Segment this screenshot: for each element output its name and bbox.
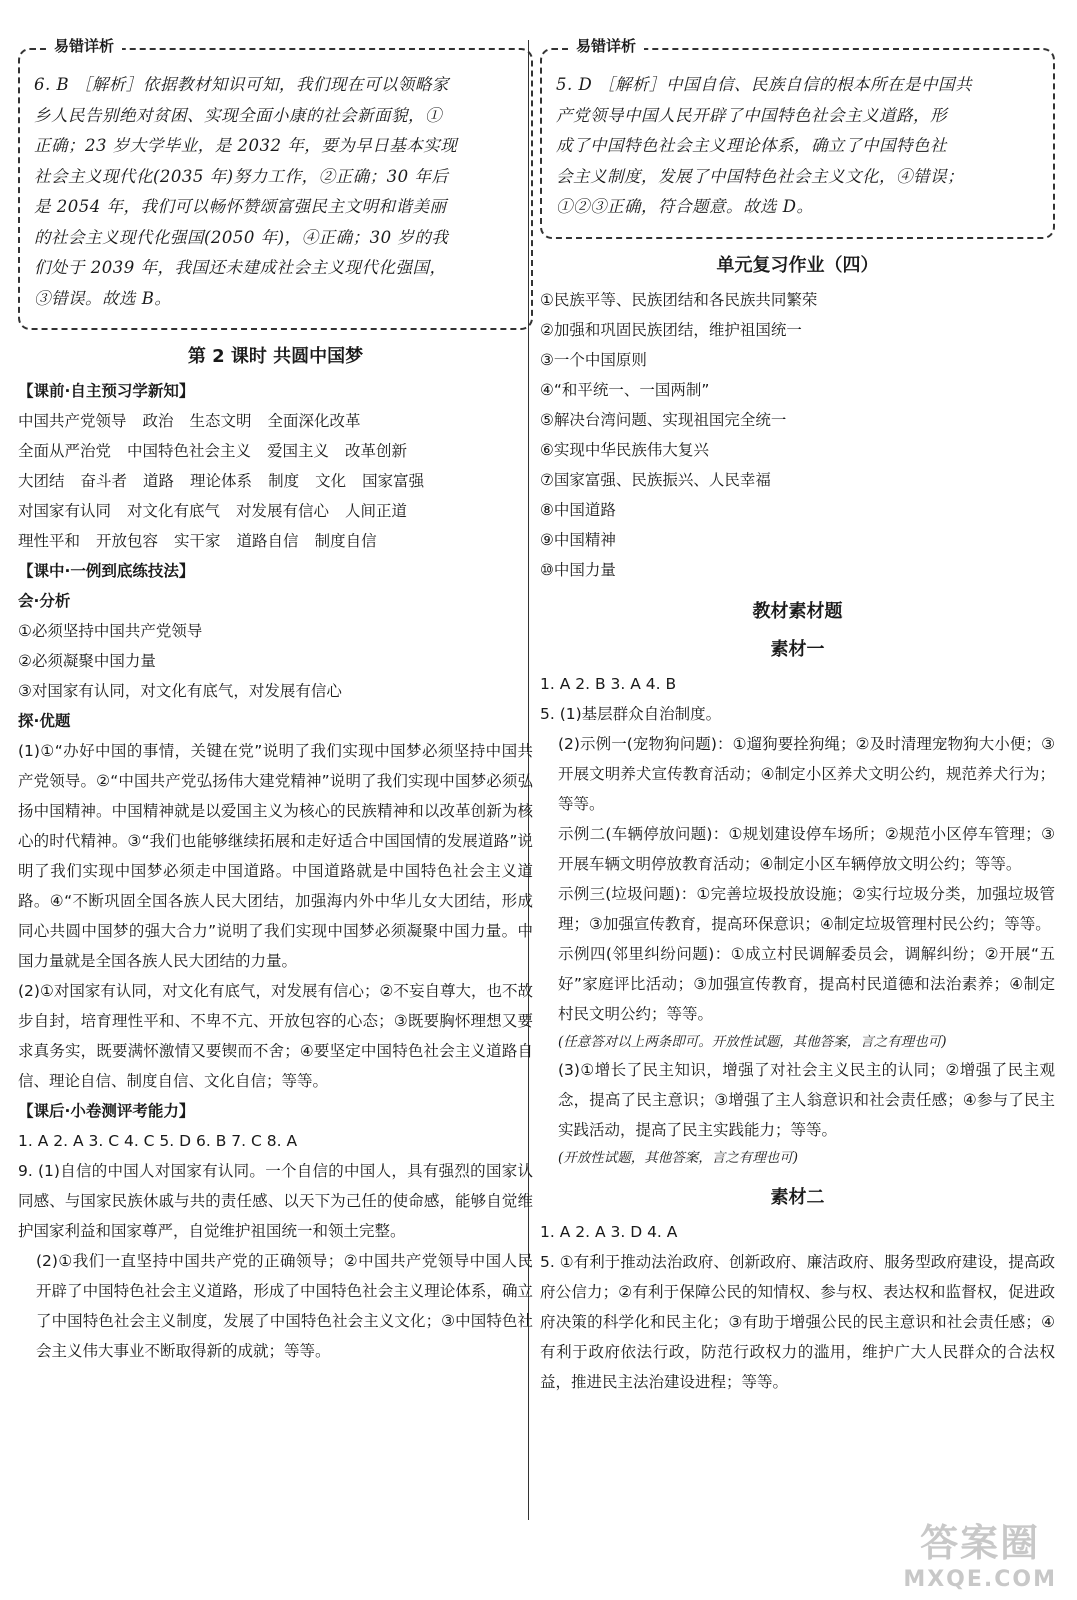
in-class-header: 【课中·一例到底练技法】 <box>18 562 195 580</box>
preview-word: 制度 <box>268 472 300 490</box>
unit-review-list <box>540 285 1055 585</box>
preview-word: 全面深化改革 <box>267 412 361 430</box>
material-two-q5: 5. ①有利于推动法治政府、创新政府、廉洁政府、服务型政府建设，提高政府公信力；②有利于保障公民的知情权、参与权、表达权和监督权，促进政府决策的科学化和民主化；③有助于增强公民的民主意识和社会责任感；④有利于政府依法行政，防范行政权力的滥用，维护广大人民群众的合法权益，推进民主法治建设进程；等等。 <box>540 1252 1055 1391</box>
preview-word: 国家富强 <box>362 472 425 490</box>
preview-word-row <box>18 436 533 466</box>
lesson-title: 第 2 课时 共圆中国梦 <box>187 346 364 367</box>
preview-word: 奋斗者 <box>80 472 128 490</box>
error-analysis-title: 易错详析 <box>46 35 122 56</box>
unit-review-item: ①民族平等、民族团结和各民族共同繁荣 <box>540 290 818 309</box>
explore-paragraph: (1)①“办好中国的事情，关键在党”说明了我们实现中国梦必须坚持中国共产党领导。②“中国共产党弘扬伟大建党精神”说明了我们实现中国梦必须弘扬中国精神。中国精神就是以爱国主义为核心的民族精神和以改革创新为核心的时代精神。③“我们也能够继续拓展和走好适合中国国情的发展道路”说明了我们实现中国梦必须走中国道路。中国道路就是中国特色社会主义道路。④“不断巩固全国各族人民大团结，加强海内外中华儿女大团结，形成同心共圆中国梦的强大合力”说明了我们实现中国梦必须凝聚中国力量。中国力量就是全国各族人民大团结的力量。 <box>18 742 533 970</box>
unit-review-item: ⑨中国精神 <box>540 530 616 549</box>
unit-review-item: ⑧中国道路 <box>540 500 616 519</box>
preview-word-row <box>18 496 533 526</box>
preview-word: 人间正道 <box>345 502 408 520</box>
unit-review-item: ⑤解决台湾问题、实现祖国完全统一 <box>540 410 787 429</box>
error-analysis-box-right <box>540 37 1055 239</box>
watermark-cn: 答案圈 <box>920 1521 1041 1565</box>
preview-word: 生态文明 <box>189 412 252 430</box>
material-one-note: (任意答对以上两条即可。开放性试题，其他答案，言之有理也可) <box>558 1033 947 1050</box>
unit-review-item: ④“和平统一、一国两制” <box>540 380 710 399</box>
material-one-q5-3: (3)①增长了民主知识，增强了对社会主义民主的认同；②增强了民主观念，提高了民主意识；③增强了主人翁意识和社会责任感；④参与了民主实践活动，提高了民主实践能力；等等。 <box>558 1060 1055 1139</box>
after-class-header: 【课后·小卷测评考能力】 <box>18 1102 195 1120</box>
material-two-title: 素材二 <box>770 1186 825 1208</box>
error-analysis-title: 易错详析 <box>568 35 644 56</box>
material-one-title: 素材一 <box>770 638 825 660</box>
analyze-item: ①必须坚持中国共产党领导 <box>18 622 203 640</box>
mc-answers: 1. A 2. A 3. C 4. C 5. D 6. B 7. C 8. A <box>18 1132 298 1150</box>
left-column <box>18 0 533 1366</box>
preview-word: 对文化有底气 <box>127 502 221 520</box>
material-one-example: (2)示例一(宠物狗问题)：①遛狗要拴狗绳；②及时清理宠物狗大小便；③开展文明养犬宣传教育活动；④制定小区养犬文明公约，规范养犬行为；等等。 <box>558 734 1055 813</box>
unit-review-item: ⑦国家富强、民族振兴、人民幸福 <box>540 470 771 489</box>
preview-word: 中国特色社会主义 <box>127 442 252 460</box>
preview-word: 爱国主义 <box>267 442 330 460</box>
preview-word: 大团结 <box>18 472 65 490</box>
preview-word: 政治 <box>142 412 174 430</box>
pre-class-header: 【课前·自主预习学新知】 <box>18 382 195 400</box>
preview-word: 中国共产党领导 <box>18 412 127 430</box>
preview-word: 全面从严治党 <box>18 442 112 460</box>
material-one-note: (开放性试题，其他答案，言之有理也可) <box>558 1149 799 1166</box>
q9-paragraph: (2)①我们一直坚持中国共产党的正确领导；②中国共产党领导中国人民开辟了中国特色社会主义道路，形成了中国特色社会主义理论体系，确立了中国特色社会主义制度，发展了中国特色社会主义文化；③中国特色社会主义伟大事业不断取得新的成就；等等。 <box>36 1252 533 1360</box>
analyze-item: ②必须凝聚中国力量 <box>18 652 156 670</box>
material-two-mc: 1. A 2. A 3. D 4. A <box>540 1222 678 1241</box>
unit-review-item: ③一个中国原则 <box>540 350 647 369</box>
preview-word: 制度自信 <box>314 532 377 550</box>
explore-paragraph: (2)①对国家有认同，对文化有底气，对发展有信心；②不妄自尊大，也不故步自封，培育理性平和、不卑不亢、开放包容的心态；③既要胸怀理想又要求真务实，既要满怀激情又要锲而不舍；④要坚定中国特色社会主义道路自信、理论自信、制度自信、文化自信；等等。 <box>18 982 533 1090</box>
preview-word: 道路 <box>143 472 175 490</box>
unit-review-item: ②加强和巩固民族团结，维护祖国统一 <box>540 320 802 339</box>
preview-word: 文化 <box>315 472 347 490</box>
error-analysis-box-left <box>18 37 533 330</box>
material-one-mc: 1. A 2. B 3. A 4. B <box>540 674 677 693</box>
q9-paragraph: 9. (1)自信的中国人对国家有认同。一个自信的中国人，具有强烈的国家认同感、与国家民族休戚与共的责任感、以天下为己任的使命感，能够自觉维护国家利益和国家尊严，自觉维护祖国统一和领土完整。 <box>18 1162 533 1240</box>
preview-word: 理论体系 <box>190 472 253 490</box>
preview-word: 道路自信 <box>236 532 299 550</box>
preview-word-row <box>18 406 533 436</box>
preview-word: 对国家有认同 <box>18 502 112 520</box>
right-column <box>540 0 1055 1397</box>
analyze-item: ③对国家有认同，对文化有底气，对发展有信心 <box>18 682 342 700</box>
preview-word: 实干家 <box>174 532 221 550</box>
material-one-example: 示例三(垃圾问题)：①完善垃圾投放设施；②实行垃圾分类，加强垃圾管理；③加强宣传教育，提高环保意识；④制定垃圾管理村民公约；等等。 <box>558 884 1055 933</box>
preview-word-row <box>18 466 533 496</box>
material-one-q5-intro: 5. (1)基层群众自治制度。 <box>540 704 722 723</box>
preview-word-row <box>18 526 533 556</box>
error-analysis-text: 5. D ［解析］中国自信、民族自信的根本所在是中国共 产党领导中国人民开辟了中国特色社会主义道路，形 成了中国特色社会主义理论体系，确立了中国特色社 会主义制度，发展了中国特色社会主义文化，④错误； ①②③正确，符合题意。故选 D。 <box>556 75 972 216</box>
preview-word: 理性平和 <box>18 532 81 550</box>
preview-word: 改革创新 <box>345 442 408 460</box>
material-one-example: 示例四(邻里纠纷问题)：①成立村民调解委员会，调解纠纷；②开展“五好”家庭评比活动；③加强宣传教育，提高村民道德和法治素养；④制定村民文明公约；等等。 <box>558 944 1055 1023</box>
analyze-label: 会·分析 <box>18 592 71 610</box>
material-one-example: 示例二(车辆停放问题)：①规划建设停车场所；②规范小区停车管理；③开展车辆文明停放教育活动；④制定小区车辆停放文明公约；等等。 <box>558 824 1055 873</box>
unit-review-title: 单元复习作业（四） <box>716 254 879 276</box>
unit-review-item: ⑥实现中华民族伟大复兴 <box>540 440 709 459</box>
preview-word-grid <box>18 406 533 556</box>
material-title: 教材素材题 <box>752 600 843 622</box>
watermark-en: MXQE.COM <box>903 1567 1057 1592</box>
preview-word: 开放包容 <box>96 532 159 550</box>
unit-review-item: ⑩中国力量 <box>540 560 616 579</box>
preview-word: 对发展有信心 <box>236 502 330 520</box>
error-analysis-text: 6. B ［解析］依据教材知识可知，我们现在可以领略家 乡人民告别绝对贫困、实现全面小康的社会新面貌，① 正确；23 岁大学毕业，是 2032 年，要为早日基本实现 社会主义现代化(2035 年)努力工作，②正确；30 年后 是 2054 年，我们可以畅怀赞颂富强民主文明和谐美丽 的社会主义现代化强国(2050 年)，④正确；30 岁的我 们处于 2039 年，我国还未建成社会主义现代化强国， ③错误。故选 B。 <box>34 75 458 308</box>
watermark-logo <box>903 1512 1057 1592</box>
explore-label: 探·优题 <box>18 712 71 730</box>
